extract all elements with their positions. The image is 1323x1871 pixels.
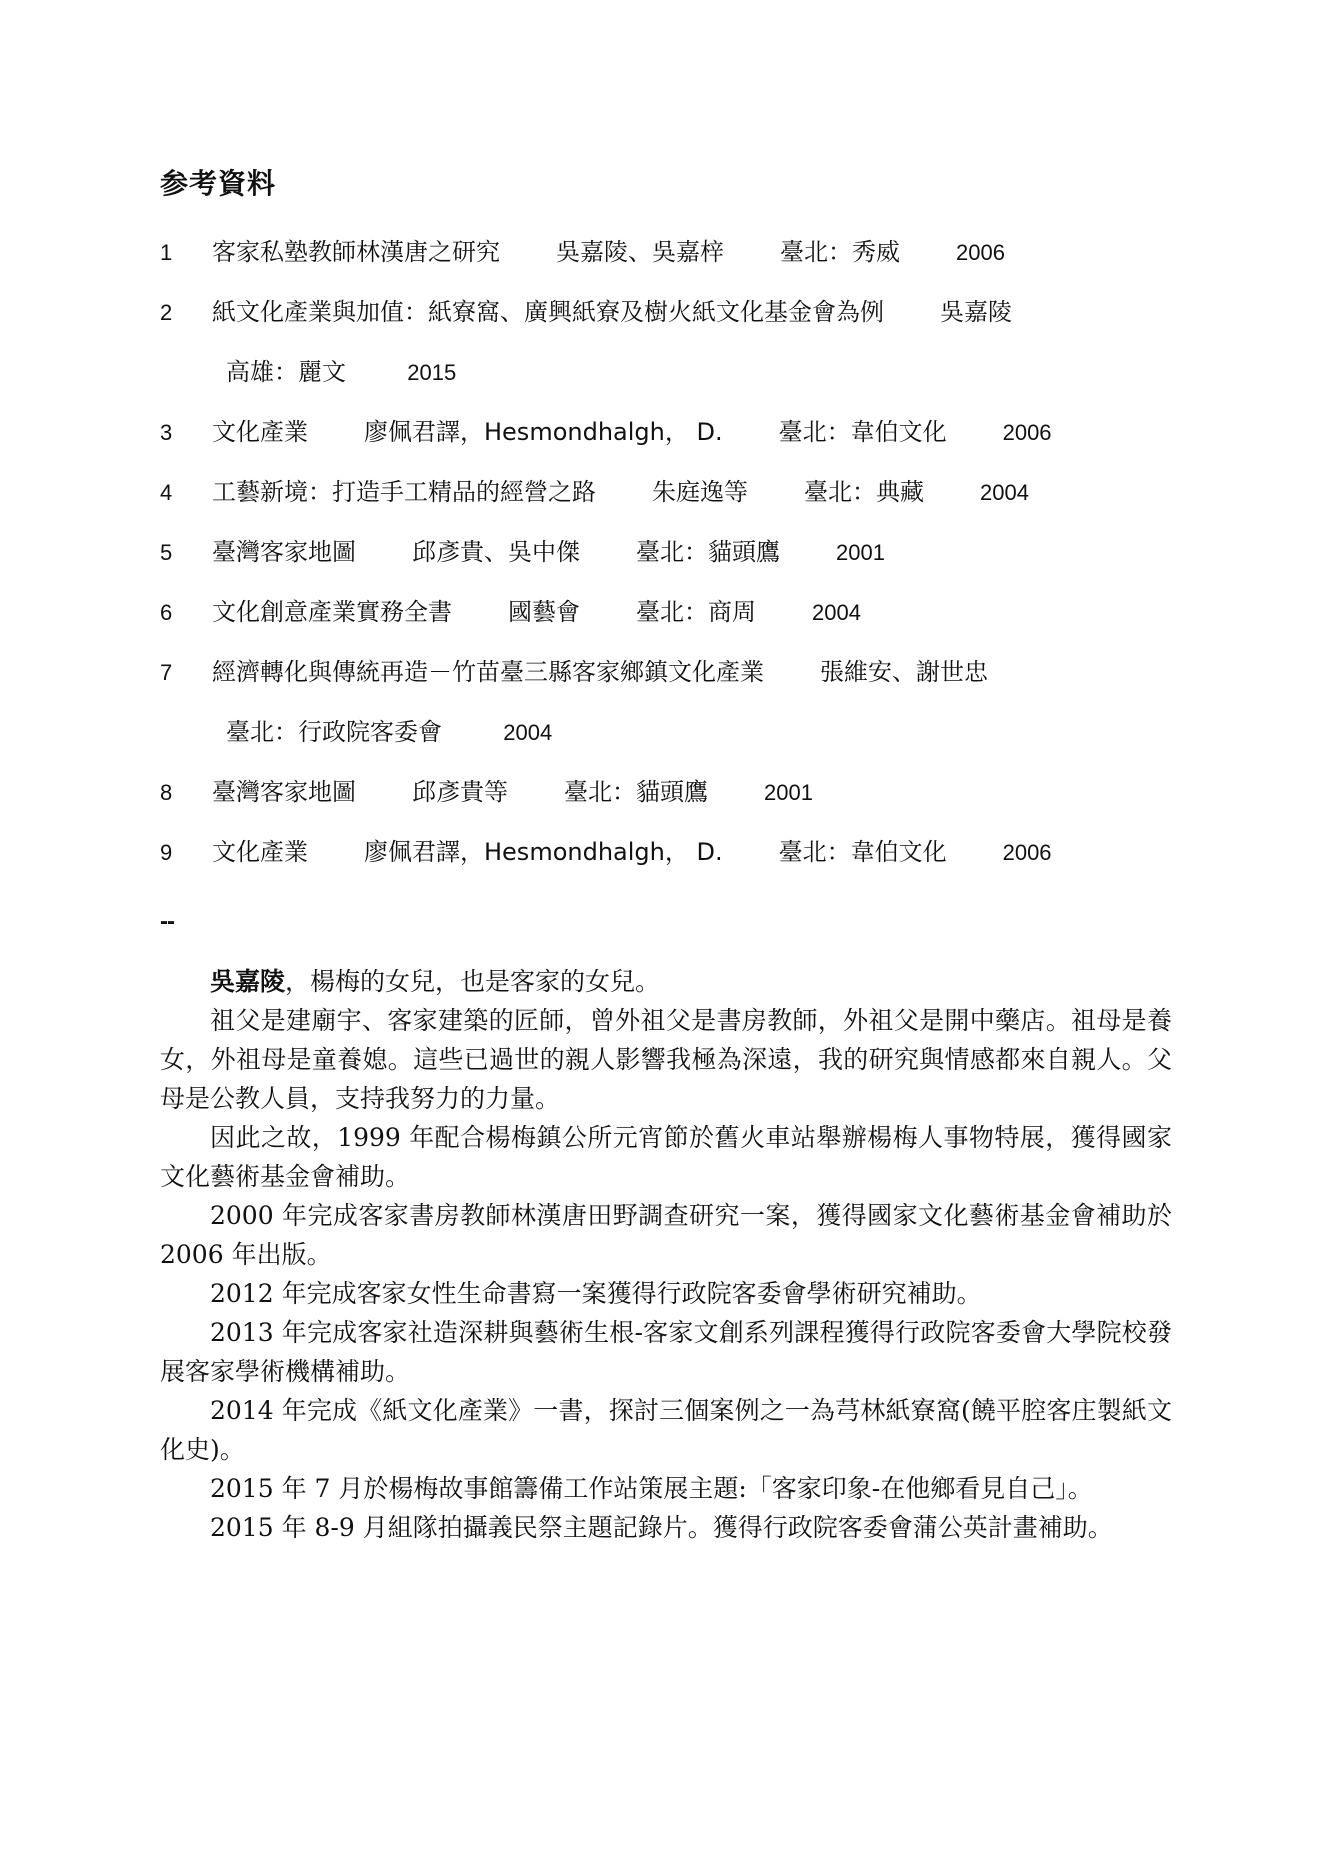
reference-item (160, 582, 1210, 642)
reference-item (160, 522, 1210, 582)
reference-title: 工藝新境：打造手工精品的經營之路 (212, 478, 596, 506)
reference-publisher: 臺北：典藏 (804, 478, 924, 506)
reference-number: 6 (160, 600, 173, 625)
reference-author: 邱彥貴等 (412, 778, 508, 806)
reference-number: 3 (160, 420, 173, 445)
bio-paragraph: 2014 年完成《紙文化產業》一書，探討三個案例之一為芎林紙寮窩(饒平腔客庄製紙文化史)。 (160, 1396, 1172, 1464)
reference-publisher: 臺北：商周 (636, 598, 756, 626)
author-name: 吳嘉陵 (210, 967, 286, 996)
bio-paragraph: 2015 年 8-9 月組隊拍攝義民祭主題記錄片。獲得行政院客委會蒲公英計畫補助。 (210, 1513, 1113, 1542)
reference-publisher: 臺北：韋伯文化 (778, 418, 947, 446)
reference-number: 9 (160, 840, 173, 865)
reference-number: 5 (160, 540, 173, 565)
reference-item (160, 222, 1210, 282)
reference-list (160, 222, 1210, 882)
reference-author: 國藝會 (508, 598, 580, 626)
reference-item (160, 642, 1210, 762)
reference-title: 經濟轉化與傳統再造－竹苗臺三縣客家鄉鎮文化產業 (212, 658, 764, 686)
reference-publisher: 臺北：秀威 (780, 238, 900, 266)
bio-paragraph: 因此之故，1999 年配合楊梅鎮公所元宵節於舊火車站舉辦楊梅人事物特展，獲得國家文化藝術基金會補助。 (160, 1123, 1172, 1191)
bio-paragraph: 2015 年 7 月於楊梅故事館籌備工作站策展主題:「客家印象-在他鄉看見自己」。 (210, 1474, 1093, 1503)
reference-item (160, 402, 1210, 462)
reference-year: 2015 (407, 360, 457, 385)
reference-year: 2004 (812, 600, 861, 625)
reference-number: 7 (160, 660, 173, 685)
reference-title: 客家私塾教師林漢唐之研究 (212, 238, 500, 266)
reference-item (160, 282, 1210, 402)
bio-paragraph: 2000 年完成客家書房教師林漢唐田野調查研究一案，獲得國家文化藝術基金會補助於 2006 年出版。 (160, 1201, 1172, 1269)
reference-publisher: 臺北：韋伯文化 (778, 838, 947, 866)
reference-number: 8 (160, 780, 173, 805)
reference-publisher: 臺北：行政院客委會 (226, 718, 442, 746)
bio-paragraph: 2012 年完成客家女性生命書寫一案獲得行政院客委會學術研究補助。 (210, 1279, 982, 1308)
bio-intro-paragraph (160, 962, 1172, 1001)
reference-item (160, 822, 1210, 882)
reference-author: 張維安、謝世忠 (820, 658, 988, 686)
bio-intro-text: ，楊梅的女兒，也是客家的女兒。 (285, 967, 661, 996)
reference-year: 2004 (980, 480, 1029, 505)
reference-author: 廖佩君譯，Hesmondhalgh， D. (364, 418, 723, 446)
reference-publisher: 臺北：貓頭鷹 (564, 778, 708, 806)
reference-author: 朱庭逸等 (652, 478, 748, 506)
reference-number: 2 (160, 300, 173, 325)
reference-year: 2006 (1002, 420, 1052, 445)
reference-publisher: 臺北：貓頭鷹 (636, 538, 780, 566)
reference-item (160, 462, 1210, 522)
section-separator: -- (160, 908, 174, 935)
reference-author: 廖佩君譯，Hesmondhalgh， D. (364, 838, 723, 866)
author-bio (160, 962, 1172, 1547)
reference-title: 文化創意產業實務全書 (212, 598, 452, 626)
reference-title: 紙文化產業與加值：紙寮窩、廣興紙寮及樹火紙文化基金會為例 (212, 298, 884, 326)
reference-publisher: 高雄：麗文 (226, 358, 346, 386)
reference-number: 1 (160, 240, 173, 265)
reference-author: 吳嘉陵、吳嘉梓 (556, 238, 724, 266)
reference-item (160, 762, 1210, 822)
reference-author: 吳嘉陵 (940, 298, 1012, 326)
reference-year: 2001 (764, 780, 813, 805)
references-heading: 参考資料 (160, 167, 277, 200)
reference-number: 4 (160, 480, 173, 505)
reference-title: 臺灣客家地圖 (212, 778, 356, 806)
reference-author: 邱彥貴、吳中傑 (412, 538, 580, 566)
reference-title: 臺灣客家地圖 (212, 538, 356, 566)
reference-title: 文化產業 (212, 418, 308, 446)
reference-year: 2001 (836, 540, 885, 565)
bio-paragraph: 祖父是建廟宇、客家建築的匠師，曾外祖父是書房教師，外祖父是開中藥店。祖母是養女，外祖母是童養媳。這些已過世的親人影響我極為深遠，我的研究與情感都來自親人。父母是公教人員，支持我努力的力量。 (160, 1006, 1172, 1113)
reference-year: 2004 (503, 720, 553, 745)
bio-paragraph: 2013 年完成客家社造深耕與藝術生根-客家文創系列課程獲得行政院客委會大學院校發展客家學術機構補助。 (160, 1318, 1172, 1386)
reference-year: 2006 (1002, 840, 1052, 865)
reference-year: 2006 (956, 240, 1005, 265)
reference-title: 文化產業 (212, 838, 308, 866)
